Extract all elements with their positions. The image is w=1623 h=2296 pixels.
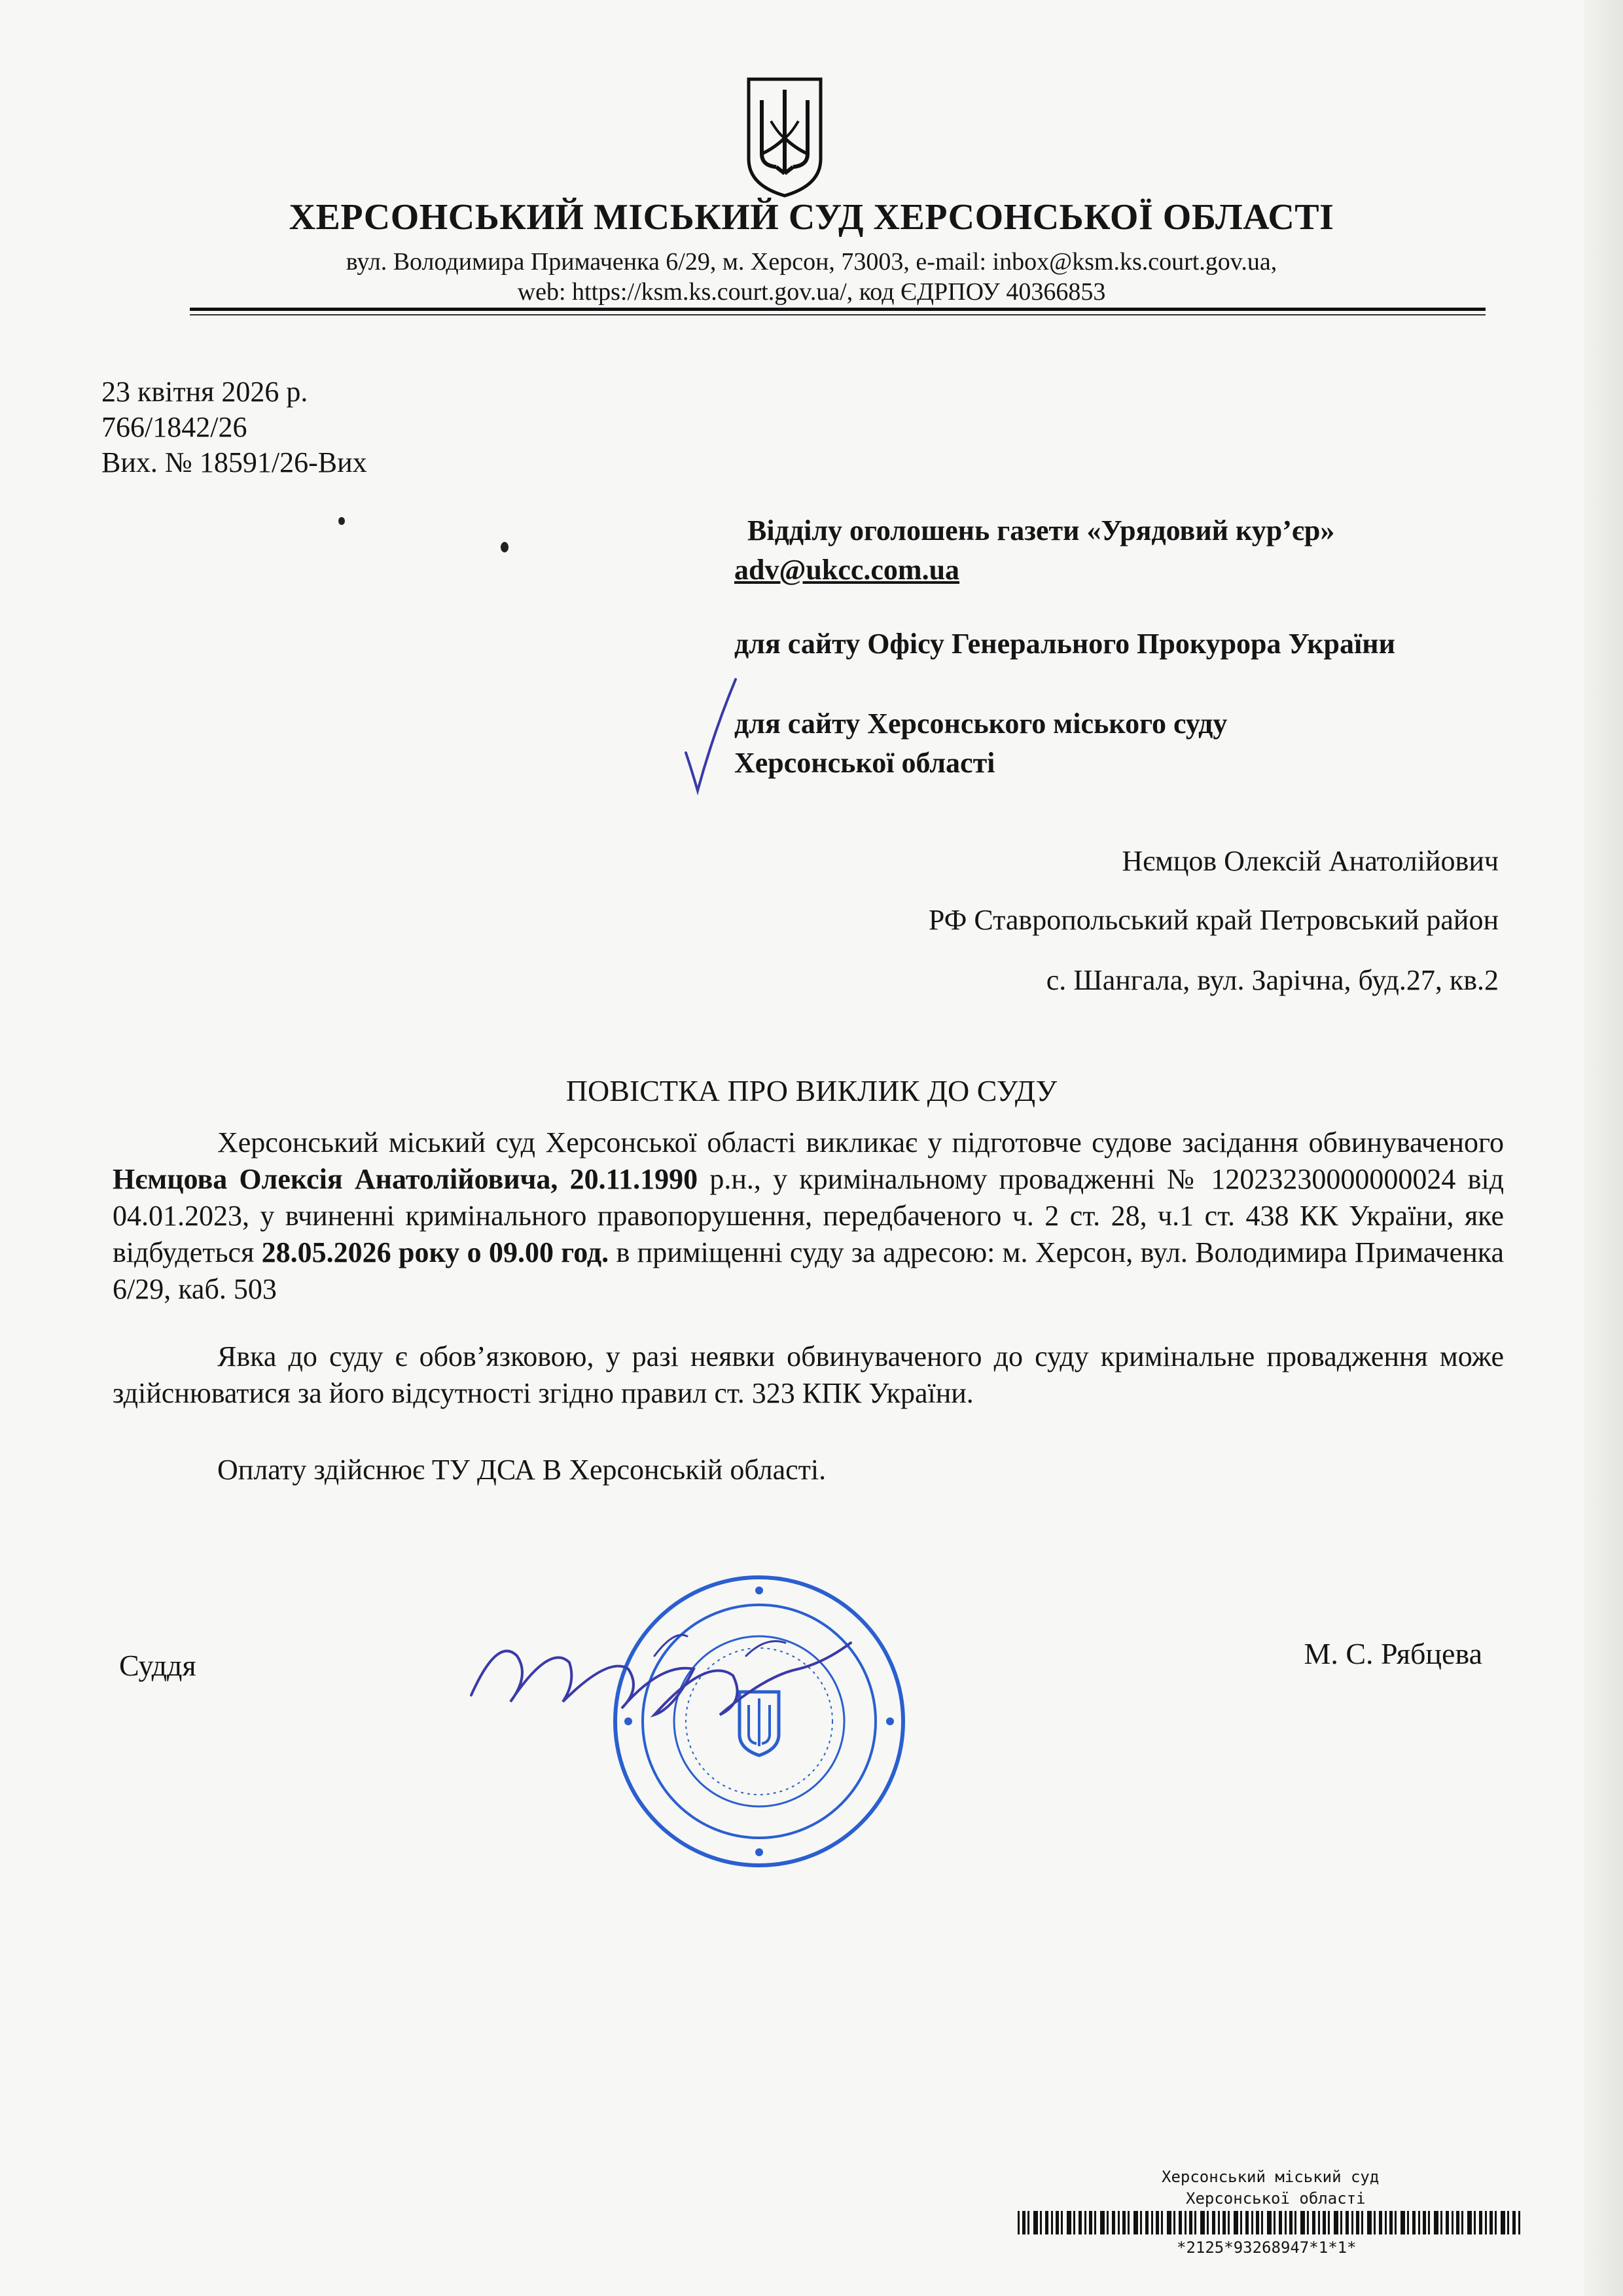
recipient-newspaper: Відділу оголошень газети «Урядовий кур’єр» [747, 514, 1335, 547]
barcode-bar [1251, 2211, 1253, 2234]
footer-org-name: Херсонський міський суд [1162, 2168, 1380, 2186]
barcode-bar [1395, 2211, 1397, 2234]
barcode-bar [1234, 2211, 1238, 2234]
barcode-bar [1040, 2211, 1042, 2234]
barcode-bar [1061, 2211, 1063, 2234]
barcode-bar [1300, 2211, 1305, 2234]
barcode-bar [1312, 2211, 1315, 2234]
barcode-bar [1379, 2211, 1382, 2234]
barcode-bar [1200, 2211, 1205, 2234]
barcode-bar [1501, 2211, 1505, 2234]
notice-title: ПОВІСТКА ПРО ВИКЛИК ДО СУДУ [565, 1074, 1058, 1107]
barcode-bar [1089, 2211, 1092, 2234]
barcode-bar [1094, 2211, 1096, 2234]
court-title: ХЕРСОНСЬКИЙ МІСЬКИЙ СУД ХЕРСОНСЬКОЇ ОБЛАСТІ [289, 197, 1334, 238]
barcode-bar [1167, 2211, 1171, 2234]
barcode-bar [1351, 2211, 1353, 2234]
barcode-bar [1279, 2211, 1282, 2234]
barcode-bar [1307, 2211, 1309, 2234]
barcode-bar [1140, 2211, 1142, 2234]
barcode-bar [1067, 2211, 1071, 2234]
barcode-bar [1228, 2211, 1230, 2234]
barcode-bar [1240, 2211, 1242, 2234]
footer-org-region: Херсонської області [1186, 2189, 1366, 2208]
trident-emblem-icon [745, 75, 825, 200]
barcode-bar [1456, 2211, 1459, 2234]
recipient-prosecutor-site: для сайту Офісу Генерального Прокурора України [734, 628, 1395, 660]
barcode-bar [1294, 2211, 1296, 2234]
barcode-bar [1245, 2211, 1249, 2234]
barcode-bar [1045, 2211, 1048, 2234]
barcode-bar [1518, 2211, 1520, 2234]
judge-name: М. С. Рябцева [1304, 1637, 1482, 1670]
barcode-bar [1261, 2211, 1263, 2234]
barcode-bar [1222, 2211, 1226, 2234]
barcode-bar [1112, 2211, 1115, 2234]
barcode-bar [1512, 2211, 1516, 2234]
outgoing-number: Вих. № 18591/26-Вих [101, 446, 367, 478]
barcode-bar [1474, 2211, 1476, 2234]
accused-name: Нємцов Олексій Анатолійович [1122, 845, 1499, 877]
accused-region: РФ Ставропольський край Петровський район [928, 904, 1499, 936]
barcode-bar [1100, 2211, 1105, 2234]
barcode-bar [1467, 2211, 1472, 2234]
barcode-bar [1452, 2211, 1454, 2234]
summons-text-b: р.н., у кримінальному провадженні № 12023230000000024 від 04.01.2023, у вчиненні кримінального правопорушення, передбаченого ч. 2 ст. 28, ч.1 ст. 438 КК України, яке відбудеться [113, 1163, 1504, 1268]
barcode-bar [1122, 2211, 1126, 2234]
letter-date: 23 квітня 2026 р. [101, 376, 308, 408]
notice-paragraph-payment: Оплату здійснює ТУ ДСА В Херсонській області. [217, 1454, 827, 1486]
barcode-bar [1207, 2211, 1209, 2234]
accused-fullname-dob: Нємцова Олексія Анатолійовича, 20.11.1990 [113, 1163, 698, 1195]
barcode-bar [1027, 2211, 1029, 2234]
barcode-bar [1179, 2211, 1182, 2234]
scan-edge-shadow [1584, 0, 1623, 2296]
barcode-bar [1073, 2211, 1075, 2234]
barcode-bar [1428, 2211, 1430, 2234]
scan-speck [501, 542, 508, 552]
barcode-bar [1256, 2211, 1259, 2234]
barcode-bar [1079, 2211, 1082, 2234]
barcode-bar [1389, 2211, 1393, 2234]
recipient-court-site: для сайту Херсонського міського суду [734, 708, 1228, 740]
barcode-bar [1084, 2211, 1086, 2234]
handwritten-checkmark-icon [681, 674, 740, 798]
judge-signature-icon [458, 1617, 864, 1754]
barcode-bar [1107, 2211, 1109, 2234]
summons-text-c: в приміщенні суду за адресою: м. Херсон, вул. Володимира Примаченка 6/29, каб. 503 [113, 1236, 1504, 1305]
barcode-bar [1356, 2211, 1359, 2234]
barcode-bar [1346, 2211, 1349, 2234]
barcode-bar [1128, 2211, 1130, 2234]
barcode-bar [1056, 2211, 1059, 2234]
barcode-bar [1145, 2211, 1149, 2234]
barcode-bar [1461, 2211, 1463, 2234]
barcode-bar [1218, 2211, 1220, 2234]
barcode-bar [1189, 2211, 1192, 2234]
summons-text-a: Херсонський міський суд Херсонської області викликає у підготовче судове засідання обвинуваченого [217, 1126, 1504, 1158]
barcode-bar [1507, 2211, 1509, 2234]
barcode-bar [1434, 2211, 1438, 2234]
barcode-bar [1361, 2211, 1363, 2234]
barcode-bar [1161, 2211, 1163, 2234]
notice-paragraph-attendance: Явка до суду є обов’язковою, у разі неявки обвинуваченого до суду кримінальне провадження може здійснюватися за його відсутності згідно правил ст. 323 КПК України. [113, 1340, 1504, 1409]
notice-paragraph-summons [113, 1124, 1504, 1308]
barcode-bar [1185, 2211, 1186, 2234]
barcode-bar [1423, 2211, 1426, 2234]
barcode-bar [1033, 2211, 1038, 2234]
barcode-bar [1495, 2211, 1497, 2234]
barcode-bar [1133, 2211, 1138, 2234]
barcode-bar [1328, 2211, 1330, 2234]
hearing-datetime: 28.05.2026 року о 09.00 год. [261, 1236, 609, 1268]
barcode-bar [1340, 2211, 1342, 2234]
header-divider-thin [190, 314, 1486, 315]
barcode-icon [1018, 2211, 1522, 2234]
court-web-line: web: https://ksm.ks.court.gov.ua/, код ЄДРПОУ 40366853 [517, 278, 1106, 306]
barcode-bar [1274, 2211, 1275, 2234]
barcode-bar [1479, 2211, 1482, 2234]
barcode-bar [1156, 2211, 1159, 2234]
barcode-bar [1407, 2211, 1409, 2234]
judge-label: Суддя [119, 1649, 196, 1682]
barcode-bar [1289, 2211, 1293, 2234]
barcode-bar [1385, 2211, 1387, 2234]
accused-street: с. Шангала, вул. Зарічна, буд.27, кв.2 [1046, 964, 1499, 996]
barcode-bar [1485, 2211, 1487, 2234]
barcode-bar [1323, 2211, 1326, 2234]
barcode-bar [1212, 2211, 1215, 2234]
barcode-bar [1285, 2211, 1287, 2234]
barcode-bar [1267, 2211, 1272, 2234]
barcode-bar [1334, 2211, 1338, 2234]
barcode-bar [1022, 2211, 1026, 2234]
recipient-court-site-region: Херсонської області [734, 747, 995, 779]
barcode-bar [1173, 2211, 1175, 2234]
barcode-bar [1489, 2211, 1493, 2234]
barcode-bar [1318, 2211, 1320, 2234]
barcode-bar [1118, 2211, 1120, 2234]
recipient-email-link[interactable]: adv@ukcc.com.ua [734, 554, 960, 586]
barcode-bar [1446, 2211, 1449, 2234]
barcode-bar [1440, 2211, 1442, 2234]
barcode-bar [1194, 2211, 1196, 2234]
barcode-bar [1412, 2211, 1416, 2234]
barcode-bar [1367, 2211, 1372, 2234]
header-divider [190, 308, 1486, 311]
barcode-number: *2125*93268947*1*1* [1177, 2238, 1357, 2257]
barcode-bar [1151, 2211, 1153, 2234]
barcode-bar [1418, 2211, 1420, 2234]
barcode-bar [1400, 2211, 1405, 2234]
barcode-bar [1018, 2211, 1020, 2234]
scan-speck [338, 517, 345, 525]
court-address-line: вул. Володимира Примаченка 6/29, м. Херсон, 73003, e-mail: inbox@ksm.ks.court.gov.ua, [346, 248, 1277, 276]
barcode-bar [1374, 2211, 1376, 2234]
case-number: 766/1842/26 [101, 411, 247, 443]
barcode-bar [1051, 2211, 1053, 2234]
